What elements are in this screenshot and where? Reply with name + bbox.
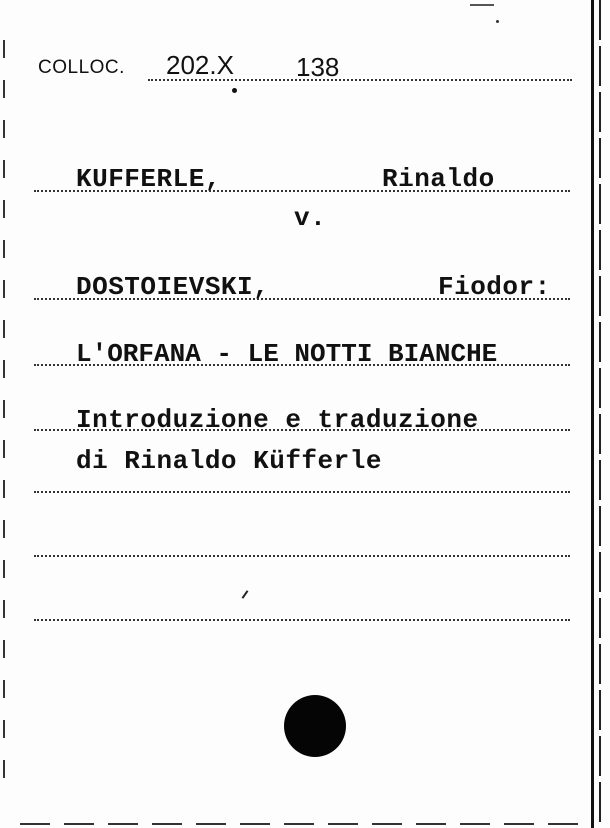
title-rule: [34, 364, 570, 366]
note-line-2: di Rinaldo Küfferle: [76, 446, 382, 476]
empty-rule-1: [34, 491, 570, 493]
subject-forename: Fiodor:: [438, 272, 551, 302]
relation-marker: v.: [294, 203, 327, 233]
speck: [496, 20, 499, 23]
colloc-number-main: 202.X: [166, 50, 234, 80]
colloc-label: COLLOC.: [38, 57, 125, 78]
colloc-rule: [148, 79, 572, 81]
author-surname: KUFFERLE,: [76, 164, 221, 194]
card-right-edge: [591, 0, 594, 828]
colloc-dot: [232, 88, 237, 93]
card-right-edge-outer: [599, 0, 601, 828]
punch-hole: [284, 695, 346, 757]
subject-rule: [34, 298, 570, 300]
colloc-number-sub: 138: [296, 52, 340, 82]
empty-rule-3: [34, 619, 570, 621]
note-line-1: Introduzione e traduzione: [76, 405, 479, 435]
empty-rule-2: [34, 555, 570, 557]
author-rule: [34, 190, 570, 192]
pen-tick: [242, 590, 249, 599]
note-rule-1: [34, 429, 570, 431]
subject-surname: DOSTOIEVSKI,: [76, 272, 270, 302]
corner-mark: [470, 4, 494, 6]
author-forename: Rinaldo: [382, 164, 495, 194]
card-bottom-edge: [20, 823, 590, 825]
title-text: L'ORFANA - LE NOTTI BIANCHE: [76, 339, 498, 369]
card-left-edge: [3, 40, 5, 800]
